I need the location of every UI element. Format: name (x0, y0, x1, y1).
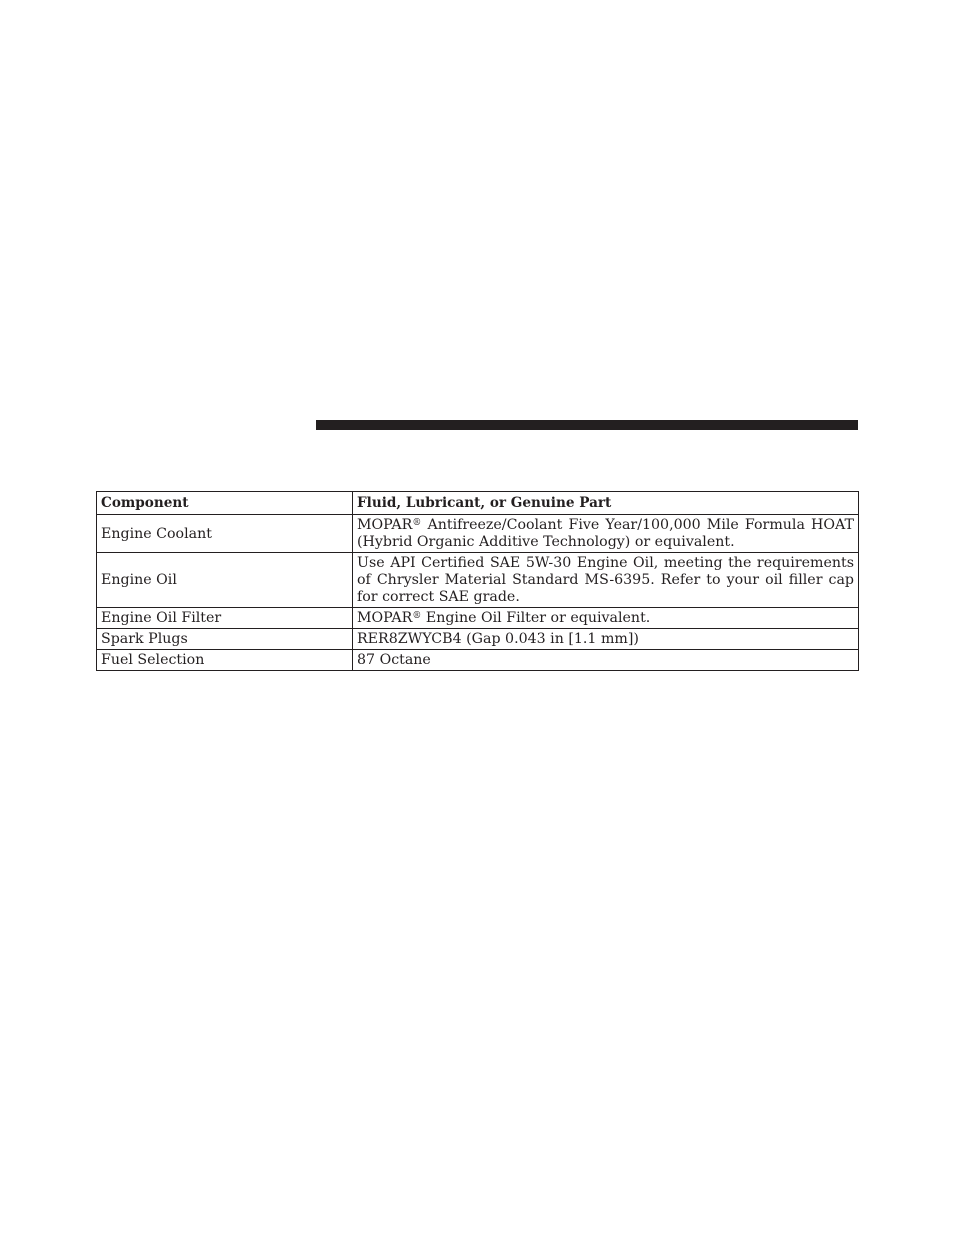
table-header-row (97, 492, 859, 515)
component-cell: Engine Oil Filter (97, 608, 353, 629)
registered-mark: ® (412, 611, 422, 621)
part-text: Engine Oil Filter or equivalent. (421, 610, 651, 626)
registered-mark: ® (412, 518, 422, 528)
column-header-component: Component (97, 492, 353, 515)
table-row (97, 608, 859, 629)
fluids-lubricants-table (96, 491, 859, 671)
component-cell: Engine Oil (97, 553, 353, 608)
component-cell: Spark Plugs (97, 629, 353, 650)
part-text: 87 Octane (357, 652, 431, 668)
part-text: Use API Certified SAE 5W-30 Engine Oil, meeting the requirements of Chrysler Material Standard MS-6395. Refer to your oil filler cap for correct SAE grade. (357, 555, 854, 605)
part-cell (353, 650, 859, 671)
component-cell: Engine Coolant (97, 515, 353, 553)
section-header-bar (316, 420, 858, 430)
part-text: RER8ZWYCB4 (Gap 0.043 in [1.1 mm]) (357, 631, 639, 647)
table-row (97, 515, 859, 553)
table-row (97, 553, 859, 608)
part-cell (353, 608, 859, 629)
part-cell (353, 553, 859, 608)
part-cell (353, 515, 859, 553)
part-text: Antifreeze/Coolant Five Year/100,000 Mile Formula HOAT (Hybrid Organic Additive Technology) or equivalent. (357, 517, 854, 550)
table-row (97, 629, 859, 650)
table-row (97, 650, 859, 671)
component-cell: Fuel Selection (97, 650, 353, 671)
part-cell (353, 629, 859, 650)
brand-name: MOPAR (357, 610, 413, 626)
brand-name: MOPAR (357, 517, 413, 533)
column-header-part: Fluid, Lubricant, or Genuine Part (353, 492, 859, 515)
